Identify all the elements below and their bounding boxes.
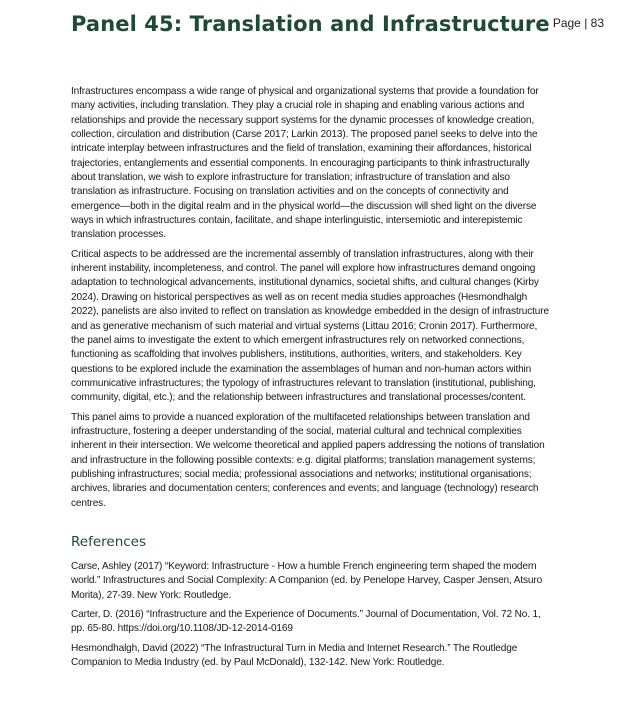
reference-item: Carse, Ashley (2017) “Keyword: Infrastructure - How a humble French engineering term shaped the modern world.” Infrastructures and Social Complexity: A Companion (ed. by Penelope Harvey, Casper Jensen, Atsuro Morita), 27-39. New York: Routledge. — [71, 560, 543, 601]
paragraph-critical-aspects: Critical aspects to be addressed are the incremental assembly of translation infrastructures, along with their inherent instability, incompleteness, and control. The panel will explore how infrastructures demand ongoing adaptation to technological advancements, institutional dynamics, societal shifts, and cultural changes (Kirby 2024). Drawing on historical perspectives as well as on recent media studies approaches (Hesmondhalgh 2022), panelists are also invited to reflect on translation as knowledge embedded in the design of infrastructure and as generative mechanism of such material and virtual systems (Littau 2016; Cronin 2017). Furthermore, the panel aims to investigate the extent to which emergent infrastructures rely on networked connections, functioning as scaffolding that involves publishers, institutions, authorities, writers, and stakeholders. Key questions to be explored include the examination the assemblages of human and non-human actors within communicative infrastructures; the typology of infrastructures relevant to translation (institutional, publishing, community, digital, etc.); and the relationship between infrastructures and translational processes/content. — [71, 248, 549, 404]
page-number: Page | 83 — [552, 16, 604, 30]
paragraph-panel-aims: This panel aims to provide a nuanced exploration of the multifaceted relationships between translation and infrastructure, fostering a deeper understanding of the social, material cultural and technical complexities inherent in their intersection. We welcome theoretical and applied papers addressing the notions of translation and infrastructure in the following possible contexts: e.g. digital platforms; translation management systems; publishing infrastructures; social media; professional associations and networks; institutional organisations; archives, libraries and documentation centers; conferences and events; and language (technology) research centres. — [71, 411, 545, 509]
page-title: Panel 45: Translation and Infrastructure — [71, 12, 550, 36]
reference-item: Hesmondhalgh, David (2022) “The Infrastructural Turn in Media and Internet Research.” The Routledge Companion to Media Industry (ed. by Paul McDonald), 132-142. New York: Routledge. — [71, 642, 518, 669]
reference-item: Carter, D. (2016) “Infrastructure and the Experience of Documents.” Journal of Documentation, Vol. 72 No. 1, pp. 65-80. https://doi.org/10.1108/JD-12-2014-0169 — [71, 609, 541, 635]
references-heading: References — [71, 533, 147, 550]
paragraph-intro: Infrastructures encompass a wide range of physical and organizational systems that provide a foundation for many activities, including translation. They play a crucial role in shaping and enabling various actions and relationships and provide the necessary support systems for the dynamic processes of knowledge creation, collection, circulation and distribution (Carse 2017; Larkin 2013). The proposed panel seeks to delve into the intricate interplay between infrastructures and the field of translation, examining their affordances, historical trajectories, entanglements and essential components. In encouraging participants to think infrastructurally about translation, we wish to explore infrastructure for translation; infrastructure of translation and also translation as infrastructure. Focusing on translation activities and on the concepts of connectivity and emergence—both in the digital realm and in the physical world—the discussion will shed light on the diverse ways in which infrastructures contain, facilitate, and shape interlinguistic, intersemiotic and interepistemic translation processes. — [71, 86, 539, 241]
document-body — [71, 85, 549, 675]
